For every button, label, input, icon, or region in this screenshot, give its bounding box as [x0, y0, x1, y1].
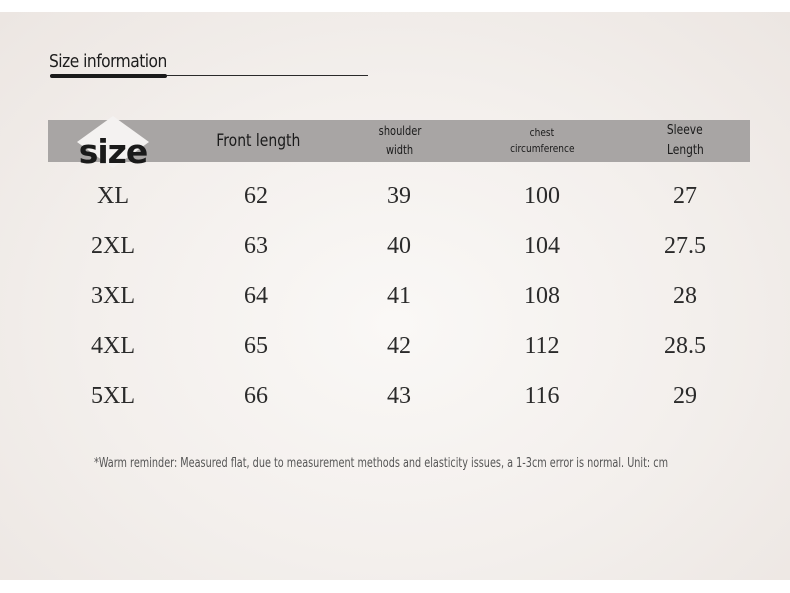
size-cell: 5XL: [91, 382, 135, 409]
size-cell: 3XL: [91, 282, 135, 309]
header-shoulder-width-line2: width: [386, 143, 414, 157]
front-length-cell: 65: [244, 332, 268, 359]
header-sleeve-line1: Sleeve: [667, 123, 703, 138]
header-chest-line1: chest: [529, 126, 555, 139]
front-length-cell: 62: [244, 182, 268, 209]
header-front-length-label: Front length: [215, 131, 301, 151]
table-row: [0, 326, 790, 366]
sleeve-length-cell: 29: [673, 382, 697, 409]
shoulder-width-cell: 43: [387, 382, 411, 409]
title-underline-accent: [50, 74, 167, 78]
size-cell: XL: [97, 182, 129, 209]
table-row: [0, 226, 790, 266]
header-size-label: size: [78, 131, 148, 171]
header-sleeve-line2: Length: [666, 143, 704, 158]
table-row: [0, 376, 790, 416]
table-row: [0, 176, 790, 216]
chest-cell: 104: [524, 232, 560, 259]
sleeve-length-cell: 28: [673, 282, 697, 309]
header-size: [78, 130, 148, 172]
page-title: Size information: [49, 51, 167, 72]
front-length-cell: 64: [244, 282, 268, 309]
sleeve-length-cell: 27.5: [664, 232, 706, 259]
sleeve-length-cell: 28.5: [664, 332, 706, 359]
header-sleeve-length: [645, 120, 725, 162]
header-chest-circumference: [500, 120, 584, 162]
chest-cell: 108: [524, 282, 560, 309]
chest-cell: 116: [524, 382, 560, 409]
header-front-length: [198, 120, 318, 162]
shoulder-width-cell: 39: [387, 182, 411, 209]
size-chart-card: [0, 12, 790, 580]
chest-cell: 100: [524, 182, 560, 209]
header-chest-line2: circumference: [509, 142, 575, 155]
measurement-note: *Warm reminder: Measured flat, due to measurement methods and elasticity issues, a 1-3cm error is normal. Unit: cm: [94, 456, 669, 471]
shoulder-width-cell: 42: [387, 332, 411, 359]
shoulder-width-cell: 41: [387, 282, 411, 309]
shoulder-width-cell: 40: [387, 232, 411, 259]
table-row: [0, 276, 790, 316]
size-cell: 2XL: [91, 232, 135, 259]
front-length-cell: 63: [244, 232, 268, 259]
sleeve-length-cell: 27: [673, 182, 697, 209]
chest-cell: 112: [524, 332, 560, 359]
front-length-cell: 66: [244, 382, 268, 409]
header-shoulder-width-line1: shoulder: [378, 124, 422, 138]
header-shoulder-width: [360, 120, 440, 162]
size-cell: 4XL: [91, 332, 135, 359]
